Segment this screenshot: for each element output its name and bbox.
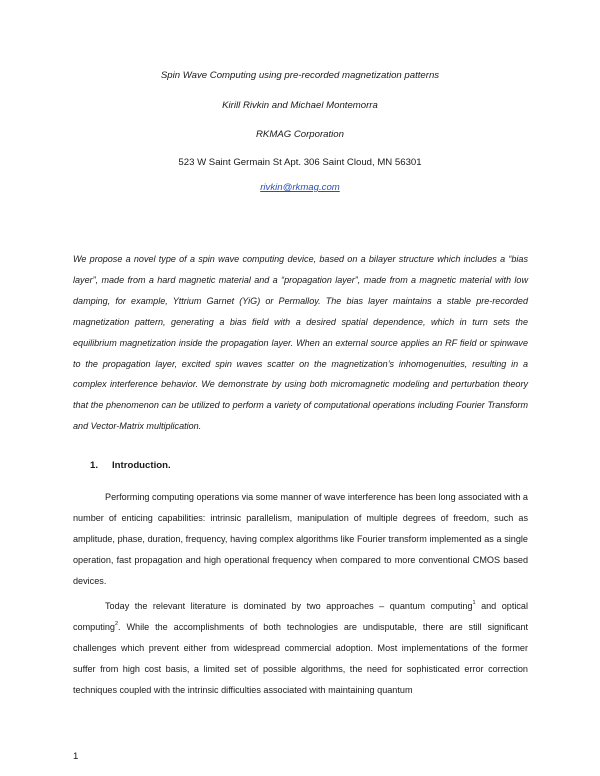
page-number: 1 [73,751,79,762]
intro-paragraph-2 [73,596,528,701]
paper-address: 523 W Saint Germain St Apt. 306 Saint Cloud, MN 56301 [178,157,422,168]
abstract: We propose a novel type of a spin wave computing device, based on a bilayer structure which includes a “bias layer”, made from a hard magnetic material and a “propagation layer”, made from a magnetic material with low damping, for example, Yttrium Garnet (YiG) or Permalloy. The bias layer maintains a stable pre-recorded magnetization pattern, generating a bias field with a desired spatial dependence, which in turn sets the equilibrium magnetization inside the propagation layer. When an external source applies an RF field or spinwave to the propagation layer, excited spin waves scatter on the magnetization’s inhomogenuities, resulting in a complex interference behavior. We demonstrate by using both micromagnetic modeling and perturbation theory that the phenomenon can be utilized to perform a variety of computational operations including Fourier Transform and Vector-Matrix multiplication. [73,254,528,432]
reference-2: 2 [114,620,119,627]
reference-1: 1 [472,600,476,606]
paper-email-line [0,182,600,193]
paragraph-2-part-1: Today the relevant literature is dominated by two approaches – quantum computing [105,601,473,611]
paragraph-2-part-2: and optical computing [73,601,528,632]
paper-title: Spin Wave Computing using pre-recorded magnetization patterns [160,70,440,81]
section-title: Introduction. [112,460,171,471]
intro-paragraph-1: Performing computing operations via some manner of wave interference has been long associated with a number of enticing capabilities: intrinsic parallelism, manipulation of multiple degrees of freedom, such as amplitude, phase, duration, frequency, having complex algorithms like Fourier transform implemented as a single operation, fast propagation and high operational frequency when compared to more conventional CMOS based devices. [73,492,528,586]
email-link[interactable]: rivkin@rkmag.com [260,182,340,193]
paper-affiliation: RKMAG Corporation [256,129,344,140]
paragraph-2-part-3: . While the accomplishments of both technologies are undisputable, there are still significant challenges which prevent either from widespread commercial adoption. Most implementations of the former suffer from high cost basis, a limited set of possible algorithms, the need for sophisticated error correction techniques coupled with the intrinsic difficulties associated with maintaining quantum [73,621,528,695]
paper-authors: Kirill Rivkin and Michael Montemorra [222,100,378,111]
section-heading [90,460,171,471]
section-number: 1. [90,460,99,471]
